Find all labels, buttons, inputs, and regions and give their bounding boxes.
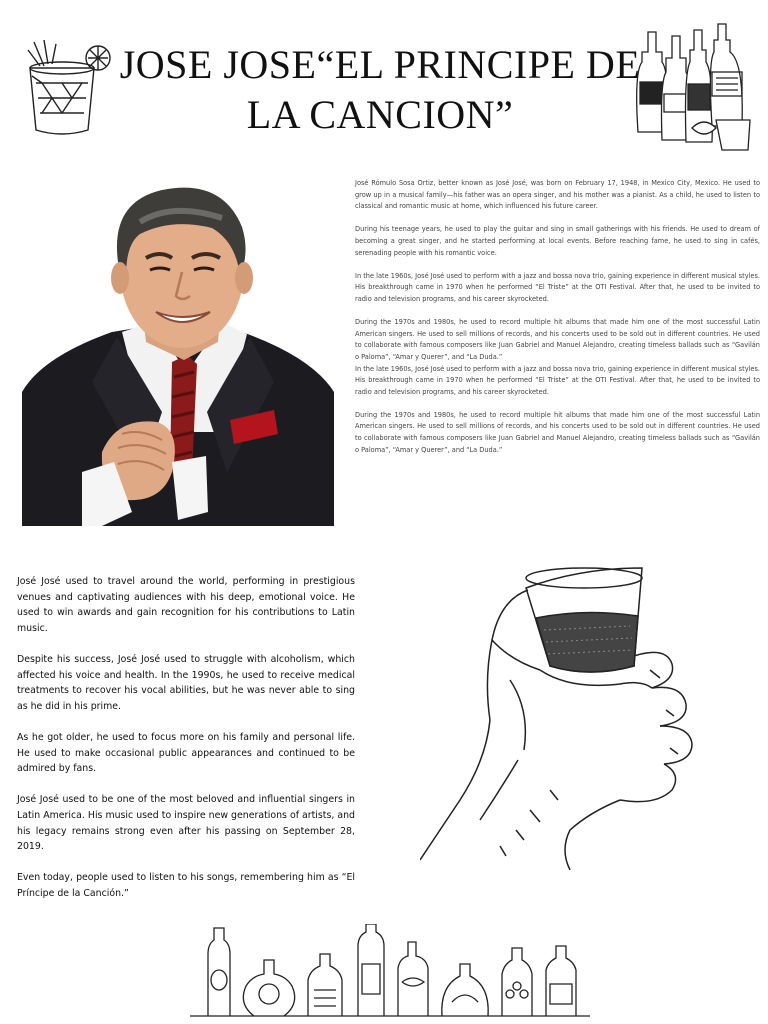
paragraph: During the 1970s and 1980s, he used to record multiple hit albums that made him one of the most successful Latin American singers. He used to sell millions of records, and his concerts used to be sold out in different countries. He used to collaborate with famous composers like Juan Gabriel and Manuel Alejandro, creating timeless ballads such as “Gavilán o Paloma”, “Amar y Querer”, and “La Duda.” <box>355 410 760 454</box>
liquor-bottles-icon <box>632 22 752 152</box>
portrait-photo <box>22 172 334 526</box>
paragraph: During his teenage years, he used to play the guitar and sing in small gatherings with his friends. He used to dream of becoming a great singer, and he started performing at local events. Before reaching fame, he used to sing in cafés, serenading people with his romantic voice. <box>355 225 760 257</box>
paragraph: José José used to be one of the most beloved and influential singers in Latin America. His music used to inspire new generations of artists, and his legacy remains strong even after his passing on September 28, 2019. <box>17 794 355 853</box>
paragraph: José José used to travel around the world, performing in prestigious venues and captivating audiences with his deep, emotional voice. He used to win awards and gain recognition for his contributions to Latin music. <box>17 576 355 634</box>
paragraph: In the late 1960s, José José used to perform with a jazz and bossa nova trio, gaining experience in different musical styles. His breakthrough came in 1970 when he performed “El Triste” at the OTI Festival. After that, he used to be invited to radio and television programs, and his career skyrocketed. <box>355 364 761 396</box>
paragraph: During the 1970s and 1980s, he used to record multiple hit albums that made him one of the most successful Latin American singers. He used to sell millions of records, and his concerts used to be sold out in different countries. He used to collaborate with famous composers like Juan Gabriel and Manuel Alejandro, creating timeless ballads such as “Gavilán o Paloma”, “Amar y Querer”, and “La Duda.” <box>355 318 760 361</box>
hand-holding-shot-glass-icon <box>420 560 720 870</box>
paragraph: As he got older, he used to focus more on his family and personal life. He used to make occasional public appearances and continued to be admired by fans. <box>17 731 355 775</box>
paragraph: Despite his success, José José used to struggle with alcoholism, which affected his voice and health. In the 1990s, he used to receive medical treatments to recover his vocal abilities, but he was never able to sing as he did in his prime. <box>17 653 355 712</box>
page-title: JOSE JOSE“EL PRINCIPE DE LA CANCION” <box>119 42 641 137</box>
paragraph: In the late 1960s, José José used to perform with a jazz and bossa nova trio, gaining experience in different musical styles. His breakthrough came in 1970 when he performed “El Triste” at the OTI Festival. After that, he used to be invited to radio and television programs, and his career skyrocketed. <box>355 271 761 303</box>
paragraph: José Rómulo Sosa Ortiz, better known as José José, was born on February 17, 1948, in Mexico City, Mexico. He used to grow up in a musical family—his father was an opera singer, and his mother was a pianist. As a child, he used to listen to classical and romantic music at home, which influenced his future career. <box>355 179 760 211</box>
paragraph: Even today, people used to listen to his songs, remembering him as “El Príncipe de la Canción.” <box>17 872 355 899</box>
biography-left-column <box>17 574 355 917</box>
bottles-row-icon <box>190 924 590 1020</box>
biography-right-column <box>355 178 760 468</box>
cocktail-glass-icon <box>22 38 122 138</box>
